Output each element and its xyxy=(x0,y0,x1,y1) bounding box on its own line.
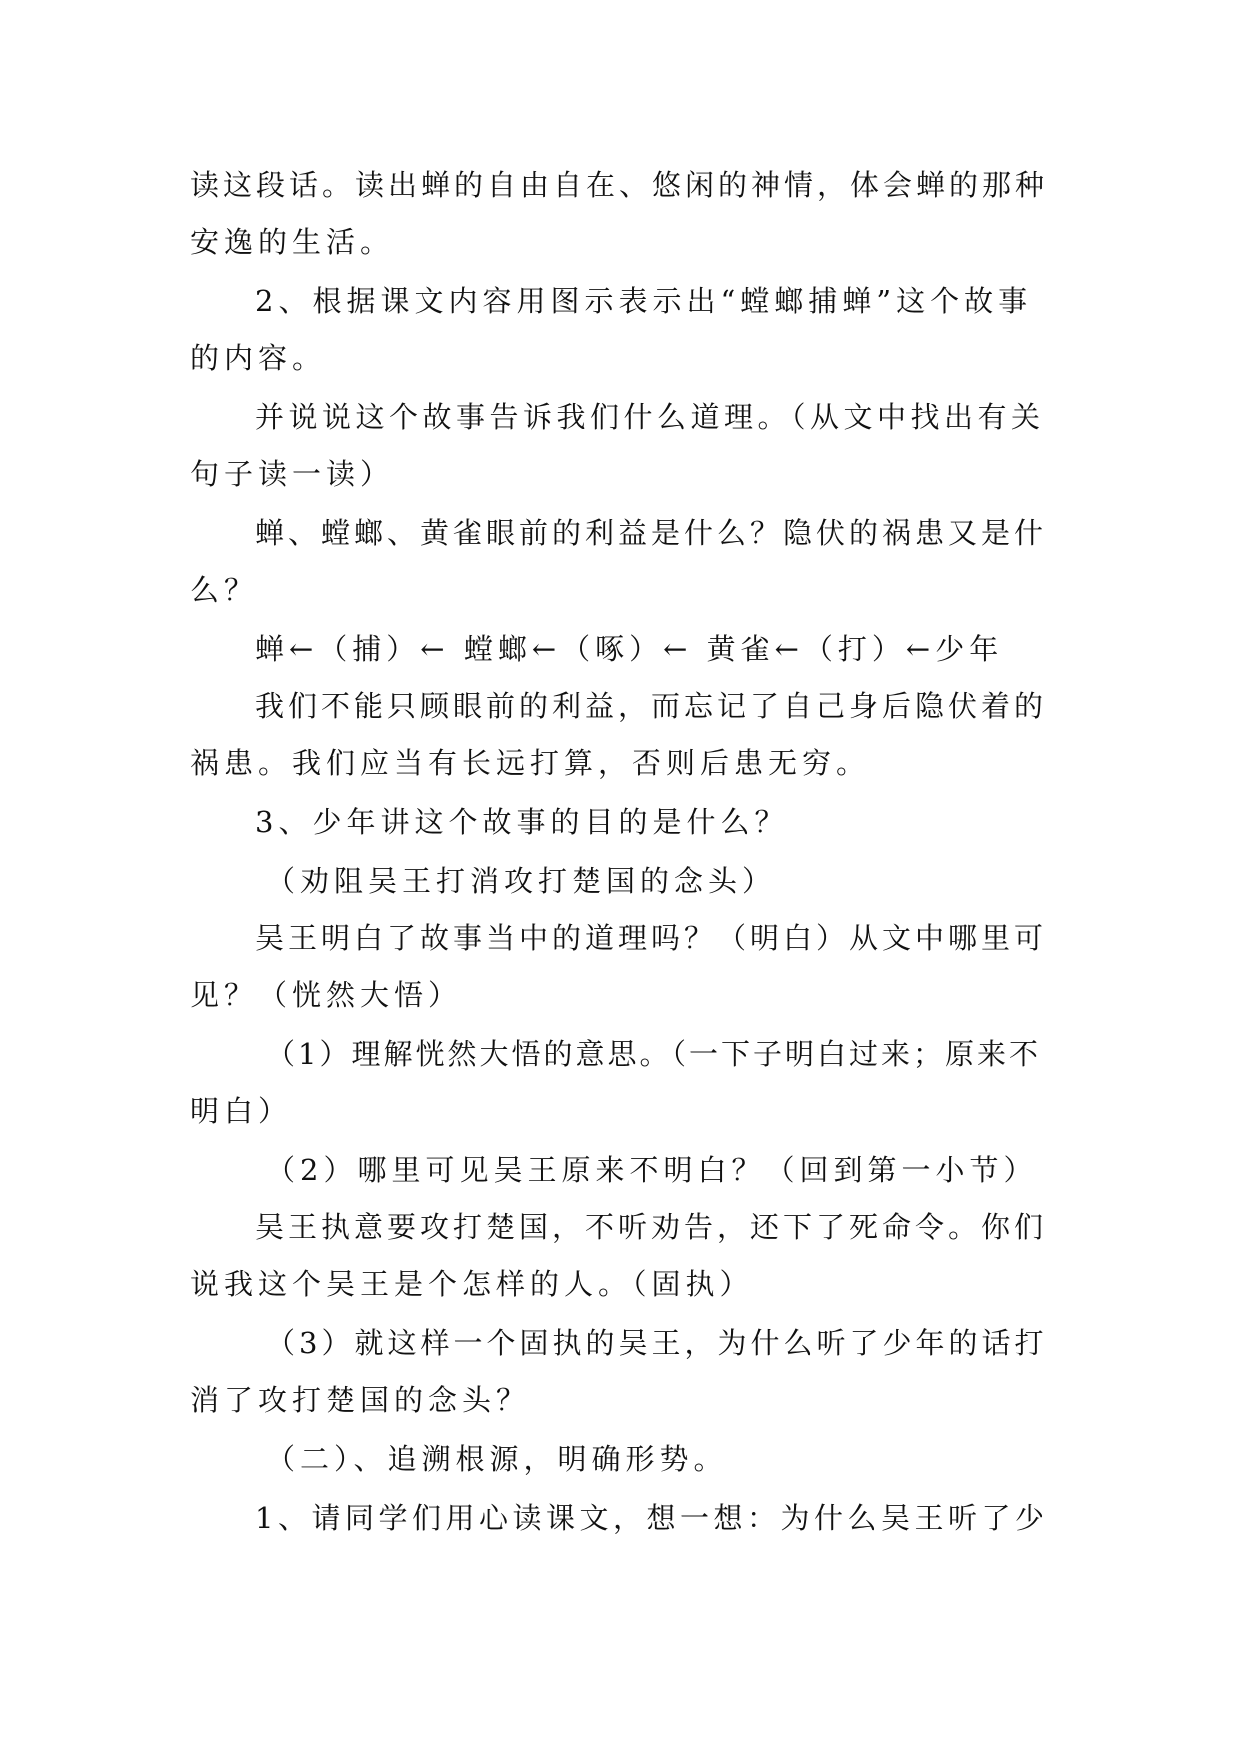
text-line: 消了攻打楚国的念头？ xyxy=(190,1383,531,1417)
text-line: 蝉、螳螂、黄雀眼前的利益是什么？隐伏的祸患又是什 xyxy=(255,516,1048,550)
text-line: 说我这个吴王是个怎样的人。（固执） xyxy=(190,1267,754,1301)
text-line: 我们不能只顾眼前的利益，而忘记了自己身后隐伏着的 xyxy=(255,689,1048,723)
text-line: 安逸的生活。 xyxy=(190,225,395,259)
food-chain-diagram: 蝉←（捕）← 螳螂←（啄）← 黄雀←（打）←少年 xyxy=(255,632,1004,666)
text-line: （2）哪里可见吴王原来不明白？（回到第一小节） xyxy=(266,1153,1038,1187)
text-line: 么？ xyxy=(190,573,259,607)
text-line: （1）理解恍然大悟的意思。（一下子明白过来；原来不 xyxy=(266,1037,1041,1071)
text-line: 读这段话。读出蝉的自由自在、悠闲的神情，体会蝉的那种 xyxy=(190,168,1049,202)
text-line: 的内容。 xyxy=(190,341,327,375)
text-line: 3、少年讲这个故事的目的是什么？ xyxy=(255,805,789,839)
text-line: 祸患。我们应当有长远打算，否则后患无穷。 xyxy=(190,746,871,780)
text-line: 并说说这个故事告诉我们什么道理。（从文中找出有关 xyxy=(255,400,1045,434)
section-heading: （二）、追溯根源，明确形势。 xyxy=(266,1442,728,1476)
text-line: 2、根据课文内容用图示表示出“螳螂捕蝉”这个故事 xyxy=(255,284,1033,318)
text-line: 1、请同学们用心读课文，想一想：为什么吴王听了少 xyxy=(255,1501,1049,1535)
text-line: 吴王执意要攻打楚国，不听劝告，还下了死命令。你们 xyxy=(255,1210,1048,1244)
text-line: 吴王明白了故事当中的道理吗？（明白）从文中哪里可 xyxy=(255,921,1048,955)
text-line: 见？（恍然大悟） xyxy=(190,978,463,1012)
text-line: （3）就这样一个固执的吴王，为什么听了少年的话打 xyxy=(266,1326,1048,1360)
text-line: （劝阻吴王打消攻打楚国的念头） xyxy=(266,864,777,898)
text-line: 句子读一读） xyxy=(190,457,395,491)
text-line: 明白） xyxy=(190,1094,293,1128)
